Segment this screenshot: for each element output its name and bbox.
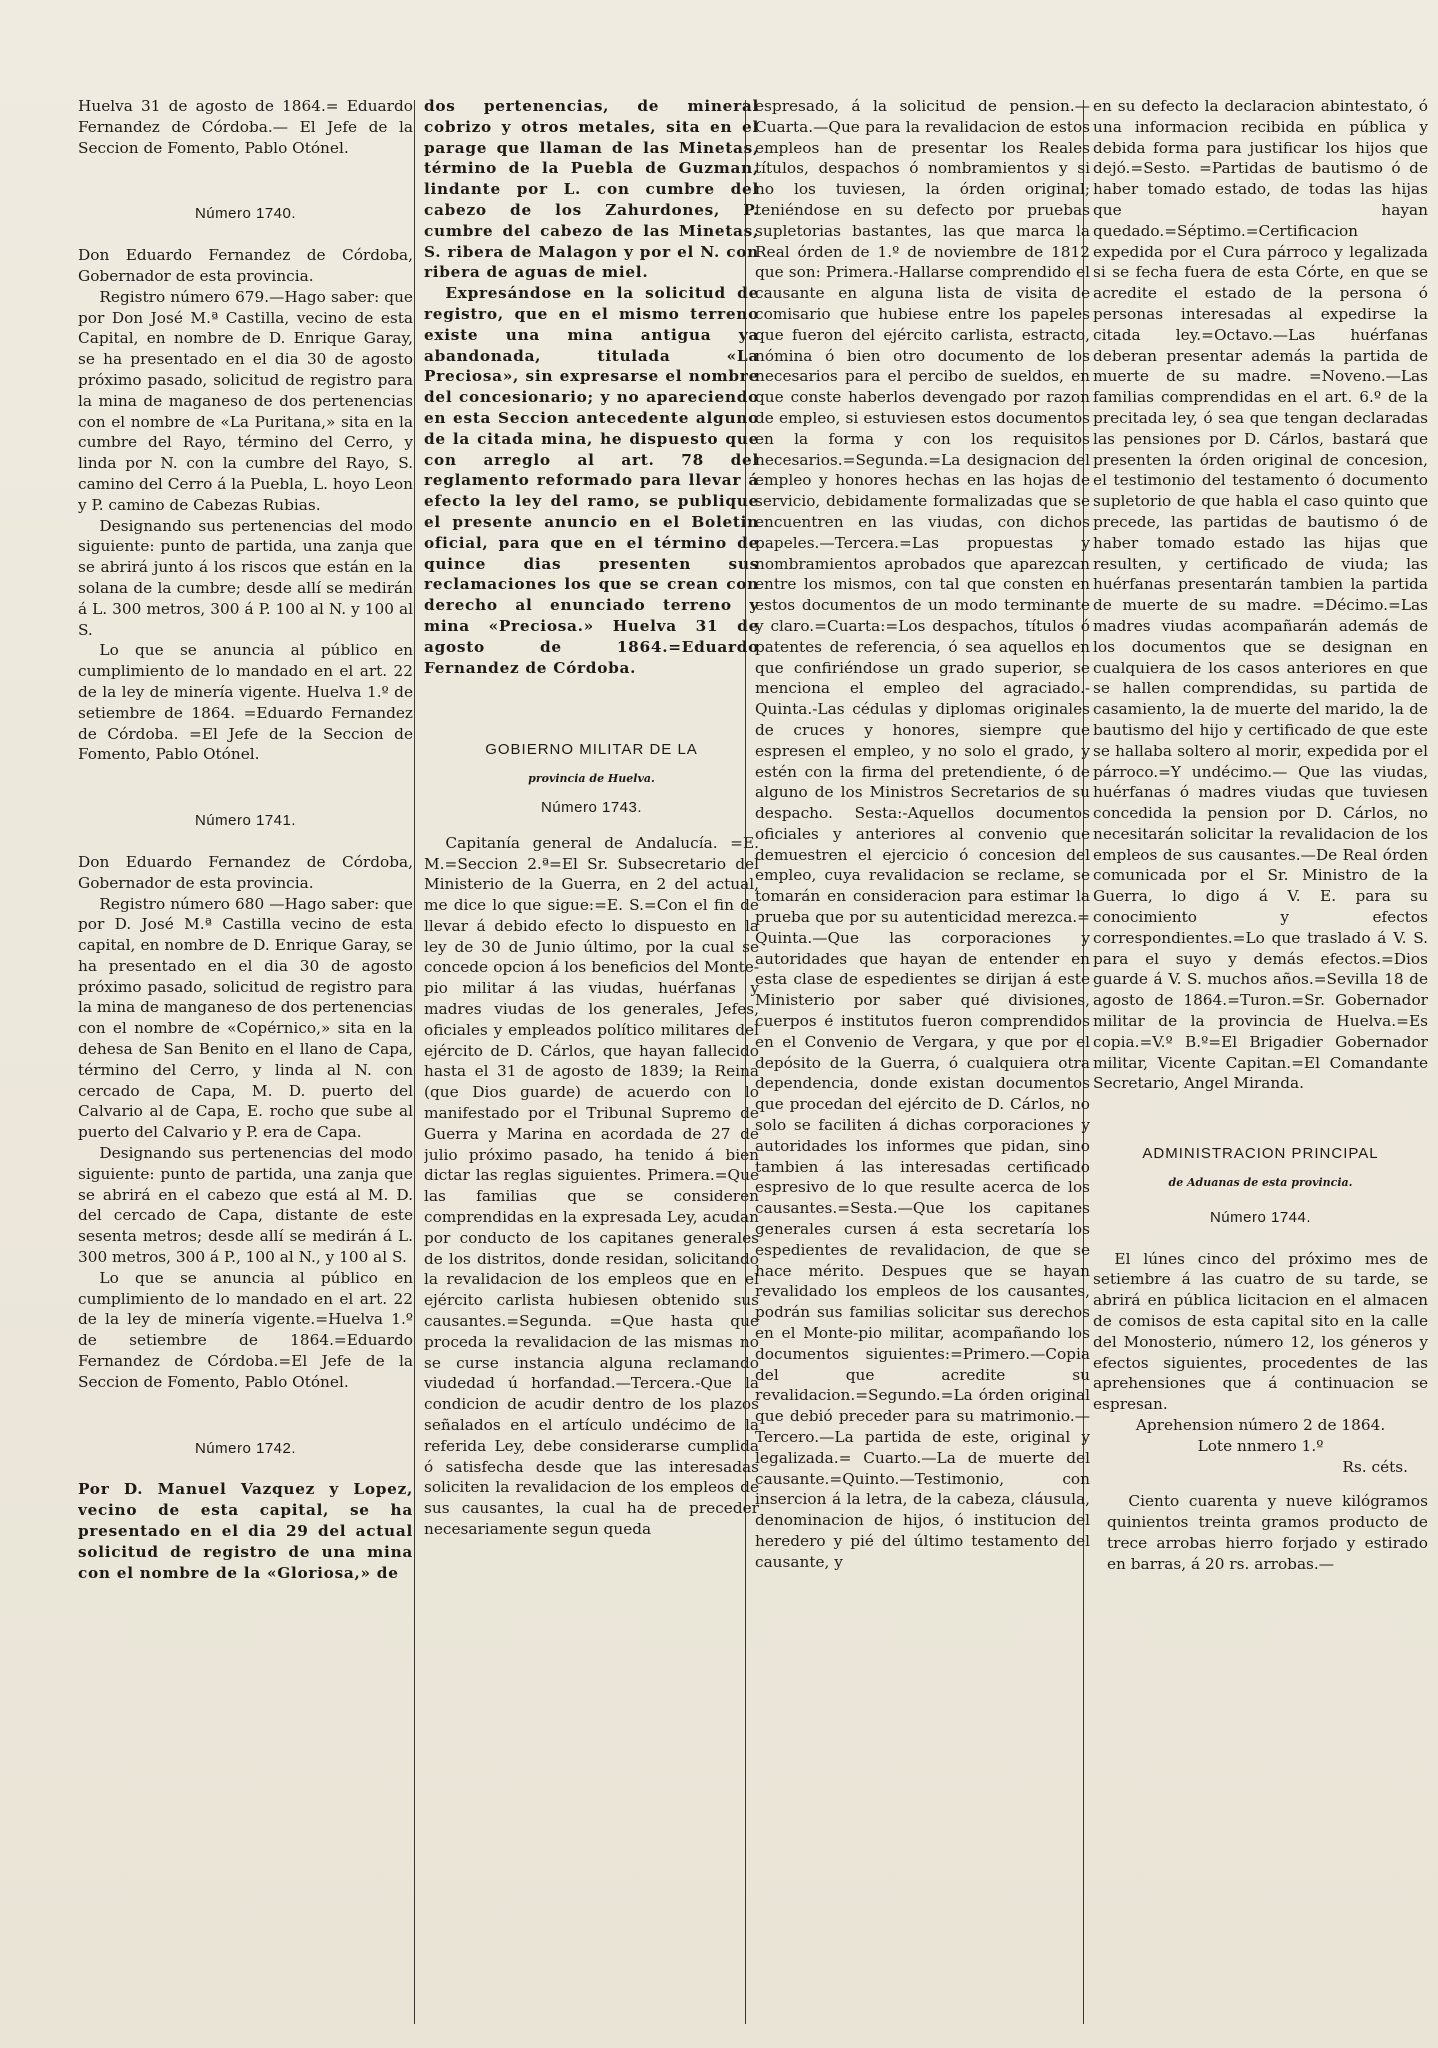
article-paragraph-bold: Por D. Manuel Vazquez y Lopez, vecino de esta capital, se ha presentado en el dia 29 del actual solicitud de registro de una mina con el nombre de la «Gloriosa,» de bbox=[78, 1480, 413, 1582]
announcement-number: Número 1744. bbox=[1209, 1208, 1312, 1226]
article-paragraph: espresado, á la solicitud de pension.—Cuarta.—Que para la revalidacion de estos empleos han de presentar los Reales títulos, despachos ó nombramientos y si no los tuviesen, la órden original; teniéndose en su defecto por pruebas supletorias bastantes, las que marca la Real órden de 1.º de noviembre de 1812 que son: Primera.-Hallarse comprendido el causante en alguna lista de visita de comisario que hubiese entre los papeles que fueron del ejército carlista, estracto, nómina ó bien otro documento de los necesarios para el percibo de sueldos, en que conste haberlos devengado por razon de empleo, si estuviesen estos documentos en la forma y con los requisitos necesarios.=Segunda.=La designacion del empleo y honores hechas en las hojas de servicio, debidamente formalizadas que se encuentren en las viudas, con dichos papeles.—Tercera.=Las propuestas y nombramientos aprobados que aparezcan entre los mismos, con tal que consten en estos documentos de un modo terminante y claro.=Cuarta:=Los despachos, títulos ó patentes de referencia, ó sea aquellos en que confiriéndose un grado superior, se menciona el empleo del agraciado.-Quinta.-Las cédulas y diplomas originales de cruces y honores, siempre que espresen el empleo, y no solo el grado, y estén con la firma del pretendiente, ó de alguno de los Ministros Secretarios de su despacho. Sesta:-Aquellos documentos oficiales y anteriores al convenio que demuestren el ejercicio ó concesion del empleo, cuya revalidacion se reclame, se tomarán en consideracion para estimar la prueba que por su autenticidad merezca.= Quinta.—Que las corporaciones y autoridades que hayan de entender en esta clase de espedientes se dirijan á este Ministerio por saber qué divisiones, cuerpos é institutos fueron comprendidos en el Convenio de Vergara, y que por el depósito de la Guerra, ó cualquiera otra dependencia, donde existan documentos que procedan del ejército de D. Cárlos, no solo se faciliten á dichas corporaciones y autoridades los informes que pidan, sino tambien á las interesadas certificado espresivo de lo que resulte acerca de los causantes.=Sesta.—Que los capitanes generales cursen á esta secretaría los espedientes de revalidacion, de que se hace mérito. Despues que se hayan revalidado los empleos de los causantes, podrán sus familias solicitar sus derechos en el Monte-pio militar, acompañando los documentos siguientes:=Primero.—Copia del que acredite su revalidacion.=Segundo.=La órden original que debió preceder para su matrimonio.—Tercero.—La partida de este, original y legalizada.= Cuarto.—La de muerte del causante.=Quinto.—Testimonio, con insercion á la letra, de la cabeza, cláusula, denominacion de hijos, ó institucion del heredero y pié del último testamento del causante, y bbox=[755, 97, 1090, 1571]
announcement-number: Número 1742. bbox=[194, 1439, 297, 1457]
right-aligned-line: Rs. céts. bbox=[1342, 1457, 1408, 1476]
article-paragraph: Lo que se anuncia al público en cumplimiento de lo mandado en el art. 22 de la ley de minería vigente. Huelva 1.º de setiembre de 1864. =Eduardo Fernandez de Córdoba. =El Jefe de la Seccion de Fomento, Pablo Otónel. bbox=[78, 641, 413, 764]
centered-line: Lote nnmero 1.º bbox=[1197, 1436, 1324, 1455]
article-paragraph: en su defecto la declaracion abintestato, ó una informacion recibida en pública y debida forma para justificar los hijos que dejó.=Sesto. =Partidas de bautismo ó de haber tomado estado, de todas las hijas que hayan quedado.=Séptimo.=Certificacion expedida por el Cura párroco y legalizada si se fecha fuera de esta Córte, en que se acredite el estado de la persona ó personas interesadas al expedirse la citada ley.=Octavo.—Las huérfanas deberan presentar además la partida de muerte de su madre. =Noveno.—Las familias comprendidas en el art. 6.º de la precitada ley, ó sea que tengan declaradas las pensiones por D. Cárlos, bastará que presenten la órden original de concesion, el testimonio del testamento ó documento supletorio de que habla el caso quinto que precede, las partidas de bautismo ó de haber tomado estado las hijas que resulten, y certificado de viuda; las huérfanas presentarán tambien la partida de muerte de su madre. =Décimo.=Las madres viudas acompañarán además de los documentos que se designan en cualquiera de los casos anteriores en que se hallen comprendidas, su partida de casamiento, la de muerte del marido, la de bautismo del hijo y certificado de que este se hallaba soltero al morir, expedida por el párroco.=Y undécimo.— Que las viudas, huérfanas ó madres viudas que tuviesen concedida la pension por D. Cárlos, no necesitarán solicitar la revalidacion de los empleos de sus causantes.—De Real órden comunicada por el Sr. Ministro de la Guerra, lo digo á V. E. para su conocimiento y efectos correspondientes.=Lo que traslado á V. S. para el suyo y demás efectos.=Dios guarde á V. S. muchos años.=Sevilla 18 de agosto de 1864.=Turon.=Sr. Gobernador militar de la provincia de Huelva.=Es copia.=V.º B.º=El Brigadier Gobernador militar, Vicente Capitan.=El Comandante Secretario, Angel Miranda. bbox=[1093, 97, 1428, 1093]
lot-item: Ciento cuarenta y nueve kilógramos quinientos treinta gramos producto de trece arrobas hierro forjado y estirado en barras, á 20 rs. arrobas.— bbox=[1107, 1492, 1428, 1573]
article-paragraph: Lo que se anuncia al público en cumplimiento de lo mandado en el art. 22 de la ley de minería vigente.=Huelva 1.º de setiembre de 1864.=Eduardo Fernandez de Córdoba.=El Jefe de la Seccion de Fomento, Pablo Otónel. bbox=[78, 1268, 413, 1391]
centered-line: Aprehension número 2 de 1864. bbox=[1135, 1416, 1386, 1435]
article-paragraph: Capitanía general de Andalucía. =E. M.=Seccion 2.ª=El Sr. Subsecretario del Ministerio de la Guerra, en 2 del actual, me dice lo que sigue:=E. S.=Con el fin de llevar á debido efecto lo dispuesto en la ley de 30 de Junio último, por la cual se concede opcion á los beneficios del Monte-pio militar á las viudas, huérfanas y madres viudas de los generales, Jefes, oficiales y empleados político militares del ejército de D. Cárlos, que hayan fallecido hasta el 31 de agosto de 1839; la Reina (que Dios guarde) de acuerdo con lo manifestado por el Tribunal Supremo de Guerra y Marina en acordada de 27 de julio próximo pasado, ha tenido á bien dictar las reglas siguientes. Primera.=Que las familias que se consideren comprendidas en la expresada Ley, acudan por conducto de los capitanes generales de los distritos, donde residan, solicitando la revalidacion de los empleos que en el ejército carlista hubiesen obtenido sus causantes.=Segunda. =Que hasta que proceda la revalidacion de las mismas no se curse instancia alguna reclamando viudedad ú horfandad.—Tercera.-Que la condicion de acudir dentro de los plazos señalados en el artículo undécimo de la referida Ley, debe considerarse cumplida ó satisfecha desde que las interesadas soliciten la revalidacion de los empleos de sus causantes, la cual ha de preceder necesariamente segun queda bbox=[424, 833, 759, 1538]
article-paragraph: Designando sus pertenencias del modo siguiente: punto de partida, una zanja que se abrirá en el cabezo que está al M. D. del cercado de Capa, distante de este sesenta metros; desde allí se medirán á L. 300 metros, 300 á P., 100 al N., y 100 al S. bbox=[78, 1144, 413, 1267]
column-rule bbox=[414, 100, 415, 2024]
article-paragraph: El lúnes cinco del próximo mes de setiembre á las cuatro de su tarde, se abrirá en pública licitacion en el almacen de comisos de esta capital sito en la calle del Monosterio, número 12, los géneros y efectos siguientes, procedentes de las aprehensiones que á continuacion se espresan. bbox=[1093, 1249, 1428, 1414]
section-subheading: de Aduanas de esta provincia. bbox=[1168, 1176, 1353, 1190]
article-paragraph: Don Eduardo Fernandez de Córdoba, Gobernador de esta provincia. bbox=[78, 852, 413, 892]
article-paragraph-bold: Expresándose en la solicitud de registro, que en el mismo terreno existe una mina antigua ya abandonada, titulada «La Preciosa», sin expresarse el nombre del concesionario; y no apareciendo en esta Seccion antecedente alguno de la citada mina, he dispuesto que con arreglo al art. 78 del reglamento reformado para llevar á efecto la ley del ramo, se publique el presente anuncio en el Boletin oficial, para que en el término de quince dias presenten sus reclamaciones los que se crean con derecho al enunciado terreno y mina «Preciosa.» Huelva 31 de agosto de 1864.=Eduardo Fernandez de Córdoba. bbox=[424, 284, 759, 677]
column-1 bbox=[78, 96, 413, 2028]
article-paragraph: Don Eduardo Fernandez de Córdoba, Gobernador de esta provincia. bbox=[78, 246, 413, 285]
announcement-number: Número 1741. bbox=[194, 812, 297, 830]
article-paragraph-bold: dos pertenencias, de mineral cobrizo y otros metales, sita en el parage que llaman de las Minetas, término de la Puebla de Guzman, lindante por L. con cumbre del cabezo de los Zahurdones, P. cumbre del cabezo de las Minetas, S. ribera de Malagon y por el N. con ribera de aguas de miel. bbox=[424, 97, 759, 282]
column-4 bbox=[1093, 96, 1428, 2028]
article-paragraph: Designando sus pertenencias del modo siguiente: punto de partida, una zanja que se abrirá junto á los riscos que están en la solana de la cumbre; desde allí se medirán á L. 300 metros, 300 á P. 100 al N. y 100 al S. bbox=[78, 516, 413, 639]
announcement-number: Número 1743. bbox=[540, 798, 643, 816]
announcement-number: Número 1740. bbox=[194, 205, 297, 223]
section-subheading: provincia de Huelva. bbox=[528, 772, 655, 786]
article-paragraph: Registro número 680 —Hago saber: que por D. José M.ª Castilla vecino de esta capital, en nombre de D. Enrique Garay, se ha presentado en el dia 30 de agosto próximo pasado, solicitud de registro para la mina de manganeso de dos pertenencias con el nombre de «Copérnico,» sita en la dehesa de San Benito en el llano de Capa, término del Cerro, y linda al N. con cercado de Capa, M. D. puerto del Calvario al de Capa, E. rocho que sube al puerto del Calvario y P. era de Capa. bbox=[78, 894, 413, 1142]
article-paragraph: Registro número 679.—Hago saber: que por Don José M.ª Castilla, vecino de esta Capital, en nombre de D. Enrique Garay, se ha presentado en el dia 30 de agosto próximo pasado, solicitud de registro para la mina de maganeso de dos pertenencias con el nombre de «La Puritana,» sita en la cumbre del Rayo, término del Cerro, y linda por N. con la cumbre del Rayo, S. camino del Cerro á la Puebla, L. hoyo Leon y P. camino de Cabezas Rubias. bbox=[78, 287, 413, 514]
section-heading: ADMINISTRACION PRINCIPAL bbox=[1142, 1145, 1379, 1163]
column-2 bbox=[424, 96, 759, 2028]
article-paragraph: Huelva 31 de agosto de 1864.= Eduardo Fernandez de Córdoba.— El Jefe de la Seccion de Fomento, Pablo Otónel. bbox=[78, 97, 413, 157]
section-heading: GOBIERNO MILITAR DE LA bbox=[485, 741, 698, 759]
column-3 bbox=[755, 96, 1090, 2028]
